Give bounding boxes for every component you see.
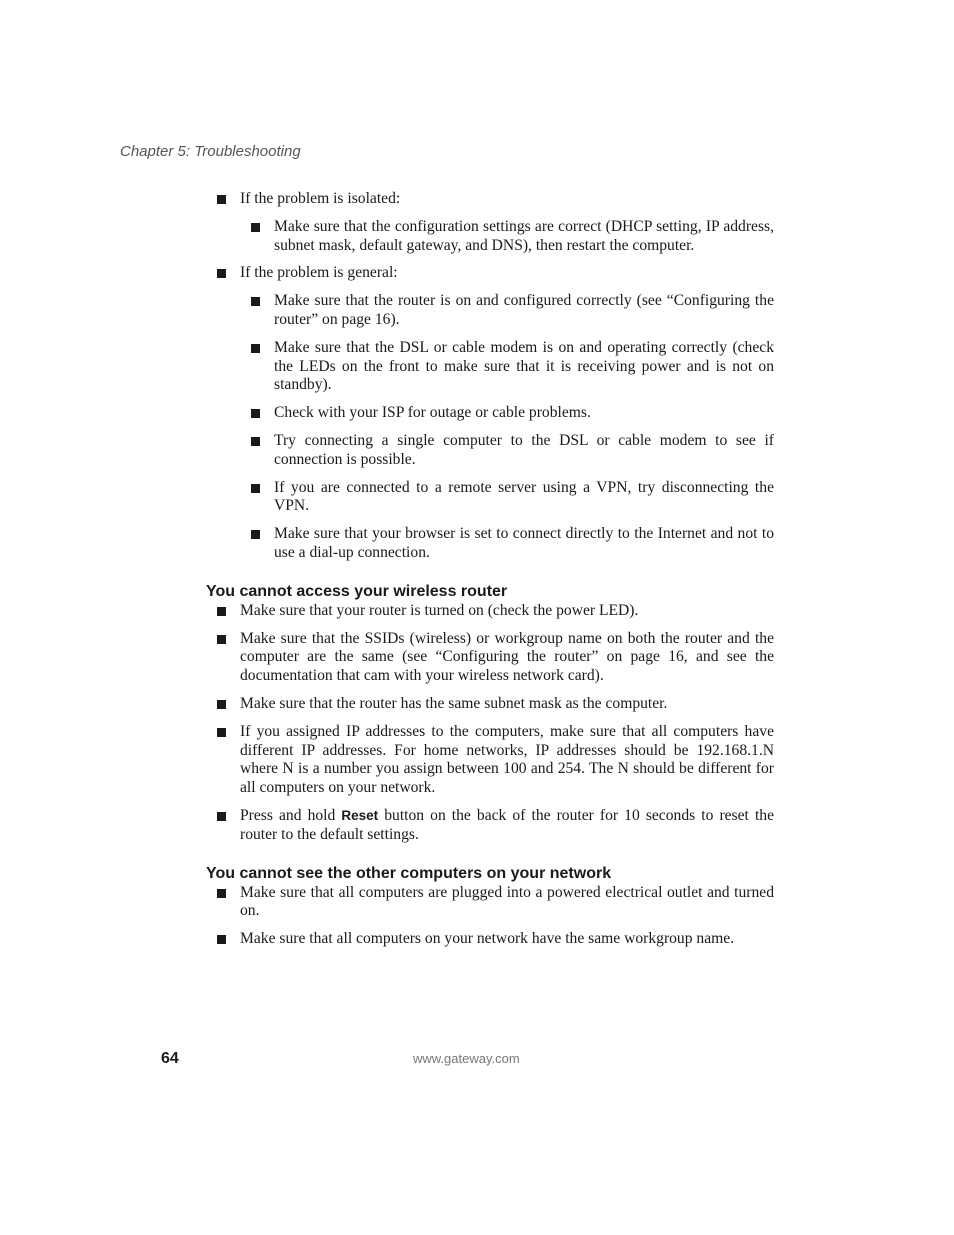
footer-url: www.gateway.com (413, 1051, 520, 1066)
list-item-problem-isolated: If the problem is isolated: (240, 190, 774, 209)
reset-button-term: Reset (341, 807, 379, 823)
list-item-reset (240, 807, 774, 845)
list-item: Make sure that all computers are plugged into a powered electrical outlet and turned on. (240, 883, 774, 920)
reset-text-after: button on the back of the router for 10 seconds to reset the router to the default settings. (240, 806, 775, 843)
list-item: Try connecting a single computer to the DSL or cable modem to see if connection is possible. (274, 431, 774, 468)
reset-text-before: Press and hold (240, 806, 342, 824)
list-item: Make sure that your router is turned on (check the power LED). (240, 602, 774, 621)
list-item: If you are connected to a remote server using a VPN, try disconnecting the VPN. (274, 478, 774, 515)
list-item: Make sure that the configuration settings are correct (DHCP setting, IP address, subnet mask, default gateway, and DNS), then restart the computer. (274, 217, 774, 254)
list-item: Make sure that the router is on and configured correctly (see “Configuring the router” on page 16). (274, 292, 774, 328)
running-head: Chapter 5: Troubleshooting (120, 143, 301, 160)
list-item: Make sure that your browser is set to connect directly to the Internet and not to use a dial-up connection. (274, 525, 774, 561)
section-heading-wireless-router: You cannot access your wireless router (206, 582, 508, 600)
list-item: Make sure that the SSIDs (wireless) or workgroup name on both the router and the computer are the same (see “Configuring the router” on page 16, and see the documentation that cam with your wireless network card). (240, 629, 774, 685)
list-item: Make sure that the router has the same subnet mask as the computer. (240, 695, 774, 714)
list-item: Make sure that all computers on your network have the same workgroup name. (240, 930, 774, 949)
list-item: If you assigned IP addresses to the computers, make sure that all computers have different IP addresses. For home networks, IP addresses should be 192.168.1.N where N is a number you assign between 100 and 254. The N should be different for all computers on your network. (240, 722, 774, 797)
list-item: Check with your ISP for outage or cable problems. (274, 404, 774, 423)
page-body (0, 190, 954, 949)
list-item: Make sure that the DSL or cable modem is on and operating correctly (check the LEDs on the front to make sure that it is receiving power and is not on standby). (274, 338, 774, 394)
list-item-problem-general: If the problem is general: (240, 264, 774, 283)
section-heading-other-computers: You cannot see the other computers on your network (206, 864, 612, 882)
page-number: 64 (161, 1050, 179, 1067)
